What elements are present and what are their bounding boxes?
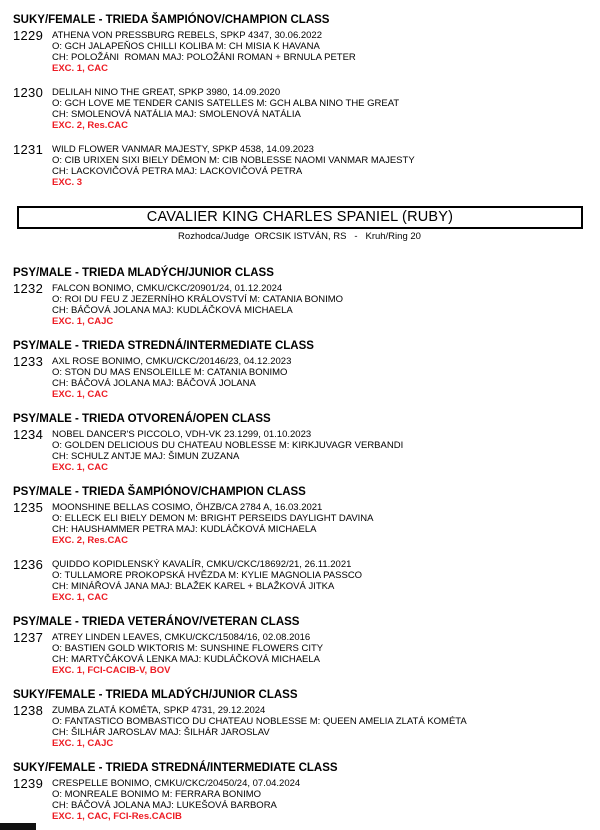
breeder-owner-line: CH: BÁČOVÁ JOLANA MAJ: LUKEŠOVÁ BARBORA [52,800,277,811]
catalog-number: 1234 [13,427,44,442]
class-heading: PSY/MALE - TRIEDA STREDNÁ/INTERMEDIATE CLASS [13,340,314,352]
class-heading: PSY/MALE - TRIEDA MLADÝCH/JUNIOR CLASS [13,267,274,279]
dog-title-line: AXL ROSE BONIMO, CMKU/CKC/20146/23, 04.12.2023 [52,356,292,367]
catalog-entry [13,144,586,188]
class-heading: SUKY/FEMALE - TRIEDA STREDNÁ/INTERMEDIATE CLASS [13,762,338,774]
class-heading: SUKY/FEMALE - TRIEDA ŠAMPIÓNOV/CHAMPION CLASS [13,14,330,26]
sire-dam-line: O: ELLECK ELI BIELY DEMON M: BRIGHT PERSEIDS DAYLIGHT DAVINA [52,513,374,524]
dog-title-line: ZUMBA ZLATÁ KOMÉTA, SPKP 4731, 29.12.2024 [52,705,266,716]
breeder-owner-line: CH: MARTYČÁKOVÁ LENKA MAJ: KUDLÁČKOVÁ MICHAELA [52,654,321,665]
breeder-owner-line: CH: BÁČOVÁ JOLANA MAJ: BÁČOVÁ JOLANA [52,378,256,389]
breed-title-box [17,206,583,229]
result-line: EXC. 1, CAC [52,63,108,74]
breeder-owner-line: CH: POLOŽÁNI ROMAN MAJ: POLOŽÁNI ROMAN + BRNULA PETER [52,52,356,63]
catalog-number: 1233 [13,354,44,369]
catalog-number: 1239 [13,776,44,791]
dog-title-line: ATHENA VON PRESSBURG REBELS, SPKP 4347, 30.06.2022 [52,30,323,41]
sire-dam-line: O: FANTASTICO BOMBASTICO DU CHATEAU NOBLESSE M: QUEEN AMELIA ZLATÁ KOMÉTA [52,716,467,727]
dog-title-line: MOONSHINE BELLAS COSIMO, ÖHZB/CA 2784 A, 16.03.2021 [52,502,323,513]
dog-title-line: DELILAH NINO THE GREAT, SPKP 3980, 14.09.2020 [52,87,281,98]
sire-dam-line: O: CIB URIXEN SIXI BIELY DÉMON M: CIB NOBLESSE NAOMI VANMAR MAJESTY [52,155,415,166]
sire-dam-line: O: GOLDEN DELICIOUS DU CHATEAU NOBLESSE M: KIRKJUVAGR VERBANDI [52,440,404,451]
result-line: EXC. 3 [52,177,83,188]
breeder-owner-line: CH: LACKOVIČOVÁ PETRA MAJ: LACKOVIČOVÁ PETRA [52,166,303,177]
catalog-number: 1236 [13,557,44,572]
breeder-owner-line: CH: HAUSHAMMER PETRA MAJ: KUDLÁČKOVÁ MICHAELA [52,524,317,535]
page-corner-mark [0,823,36,830]
result-line: EXC. 1, CAJC [52,316,114,327]
breeder-owner-line: CH: SMOLENOVÁ NATÁLIA MAJ: SMOLENOVÁ NATÁLIA [52,109,301,120]
catalog-number: 1229 [13,28,44,43]
class-heading: PSY/MALE - TRIEDA OTVORENÁ/OPEN CLASS [13,413,271,425]
catalog-number: 1232 [13,281,44,296]
catalog-number: 1231 [13,142,44,157]
class-heading: SUKY/FEMALE - TRIEDA MLADÝCH/JUNIOR CLASS [13,689,298,701]
sire-dam-line: O: GCH JALAPEŇOS CHILLI KOLIBA M: CH MISIA K HAVANA [52,41,320,52]
dog-title-line: CRESPELLE BONIMO, CMKU/CKC/20450/24, 07.04.2024 [52,778,301,789]
breeder-owner-line: CH: ŠILHÁR JAROSLAV MAJ: ŠILHÁR JAROSLAV [52,727,270,738]
result-line: EXC. 1, CAC [52,462,108,473]
result-line: EXC. 2, Res.CAC [52,535,129,546]
catalog-number: 1238 [13,703,44,718]
catalog-entry [13,356,586,400]
class-heading: PSY/MALE - TRIEDA ŠAMPIÓNOV/CHAMPION CLASS [13,486,306,498]
dog-title-line: QUIDDO KOPIDLENSKÝ KAVALÍR, CMKU/CKC/18692/21, 26.11.2021 [52,559,352,570]
judge-ring-line: Rozhodca/Judge ORCSIK ISTVÁN, RS - Kruh/Ring 20 [178,231,421,242]
breeder-owner-line: CH: SCHULZ ANTJE MAJ: ŠIMUN ZUZANA [52,451,240,462]
result-line: EXC. 1, CAC [52,389,108,400]
catalog-entry [13,502,586,546]
dog-title-line: NOBEL DANCER'S PICCOLO, VDH-VK 23.1299, 01.10.2023 [52,429,312,440]
class-heading: PSY/MALE - TRIEDA VETERÁNOV/VETERAN CLASS [13,616,300,628]
breed-title: CAVALIER KING CHARLES SPANIEL (RUBY) [146,209,454,225]
sire-dam-line: O: ROI DU FEU Z JEZERNÍHO KRÁLOVSTVÍ M: CATANIA BONIMO [52,294,344,305]
sire-dam-line: O: STON DU MAS ENSOLEILLE M: CATANIA BONIMO [52,367,288,378]
catalog-entry [13,429,586,473]
result-line: EXC. 1, FCI-CACIB-V, BOV [52,665,171,676]
catalog-number: 1230 [13,85,44,100]
catalog-entry [13,778,586,822]
result-line: EXC. 1, CAC, FCI-Res.CACIB [52,811,182,822]
catalog-entry [13,87,586,131]
catalog-entry [13,705,586,749]
breeder-owner-line: CH: MINÁŘOVÁ JANA MAJ: BLAŽEK KAREL + BLAŽKOVÁ JITKA [52,581,335,592]
catalog-entry [13,30,586,74]
dog-title-line: ATREY LINDEN LEAVES, CMKU/CKC/15084/16, 02.08.2016 [52,632,311,643]
result-line: EXC. 1, CAC [52,592,108,603]
catalog-entry [13,632,586,676]
sire-dam-line: O: GCH LOVE ME TENDER CANIS SATELLES M: GCH ALBA NINO THE GREAT [52,98,400,109]
result-line: EXC. 2, Res.CAC [52,120,129,131]
sire-dam-line: O: BASTIEN GOLD WIKTORIS M: SUNSHINE FLOWERS CITY [52,643,324,654]
sire-dam-line: O: TULLAMORE PROKOPSKÁ HVĚZDA M: KYLIE MAGNOLIA PASSCO [52,570,363,581]
breeder-owner-line: CH: BÁČOVÁ JOLANA MAJ: KUDLÁČKOVÁ MICHAELA [52,305,293,316]
catalog-number: 1237 [13,630,44,645]
result-line: EXC. 1, CAJC [52,738,114,749]
dog-title-line: WILD FLOWER VANMAR MAJESTY, SPKP 4538, 14.09.2023 [52,144,314,155]
catalog-entry [13,283,586,327]
catalog-entry [13,559,586,603]
sire-dam-line: O: MONREALE BONIMO M: FERRARA BONIMO [52,789,262,800]
catalog-number: 1235 [13,500,44,515]
dog-title-line: FALCON BONIMO, CMKU/CKC/20901/24, 01.12.2024 [52,283,283,294]
